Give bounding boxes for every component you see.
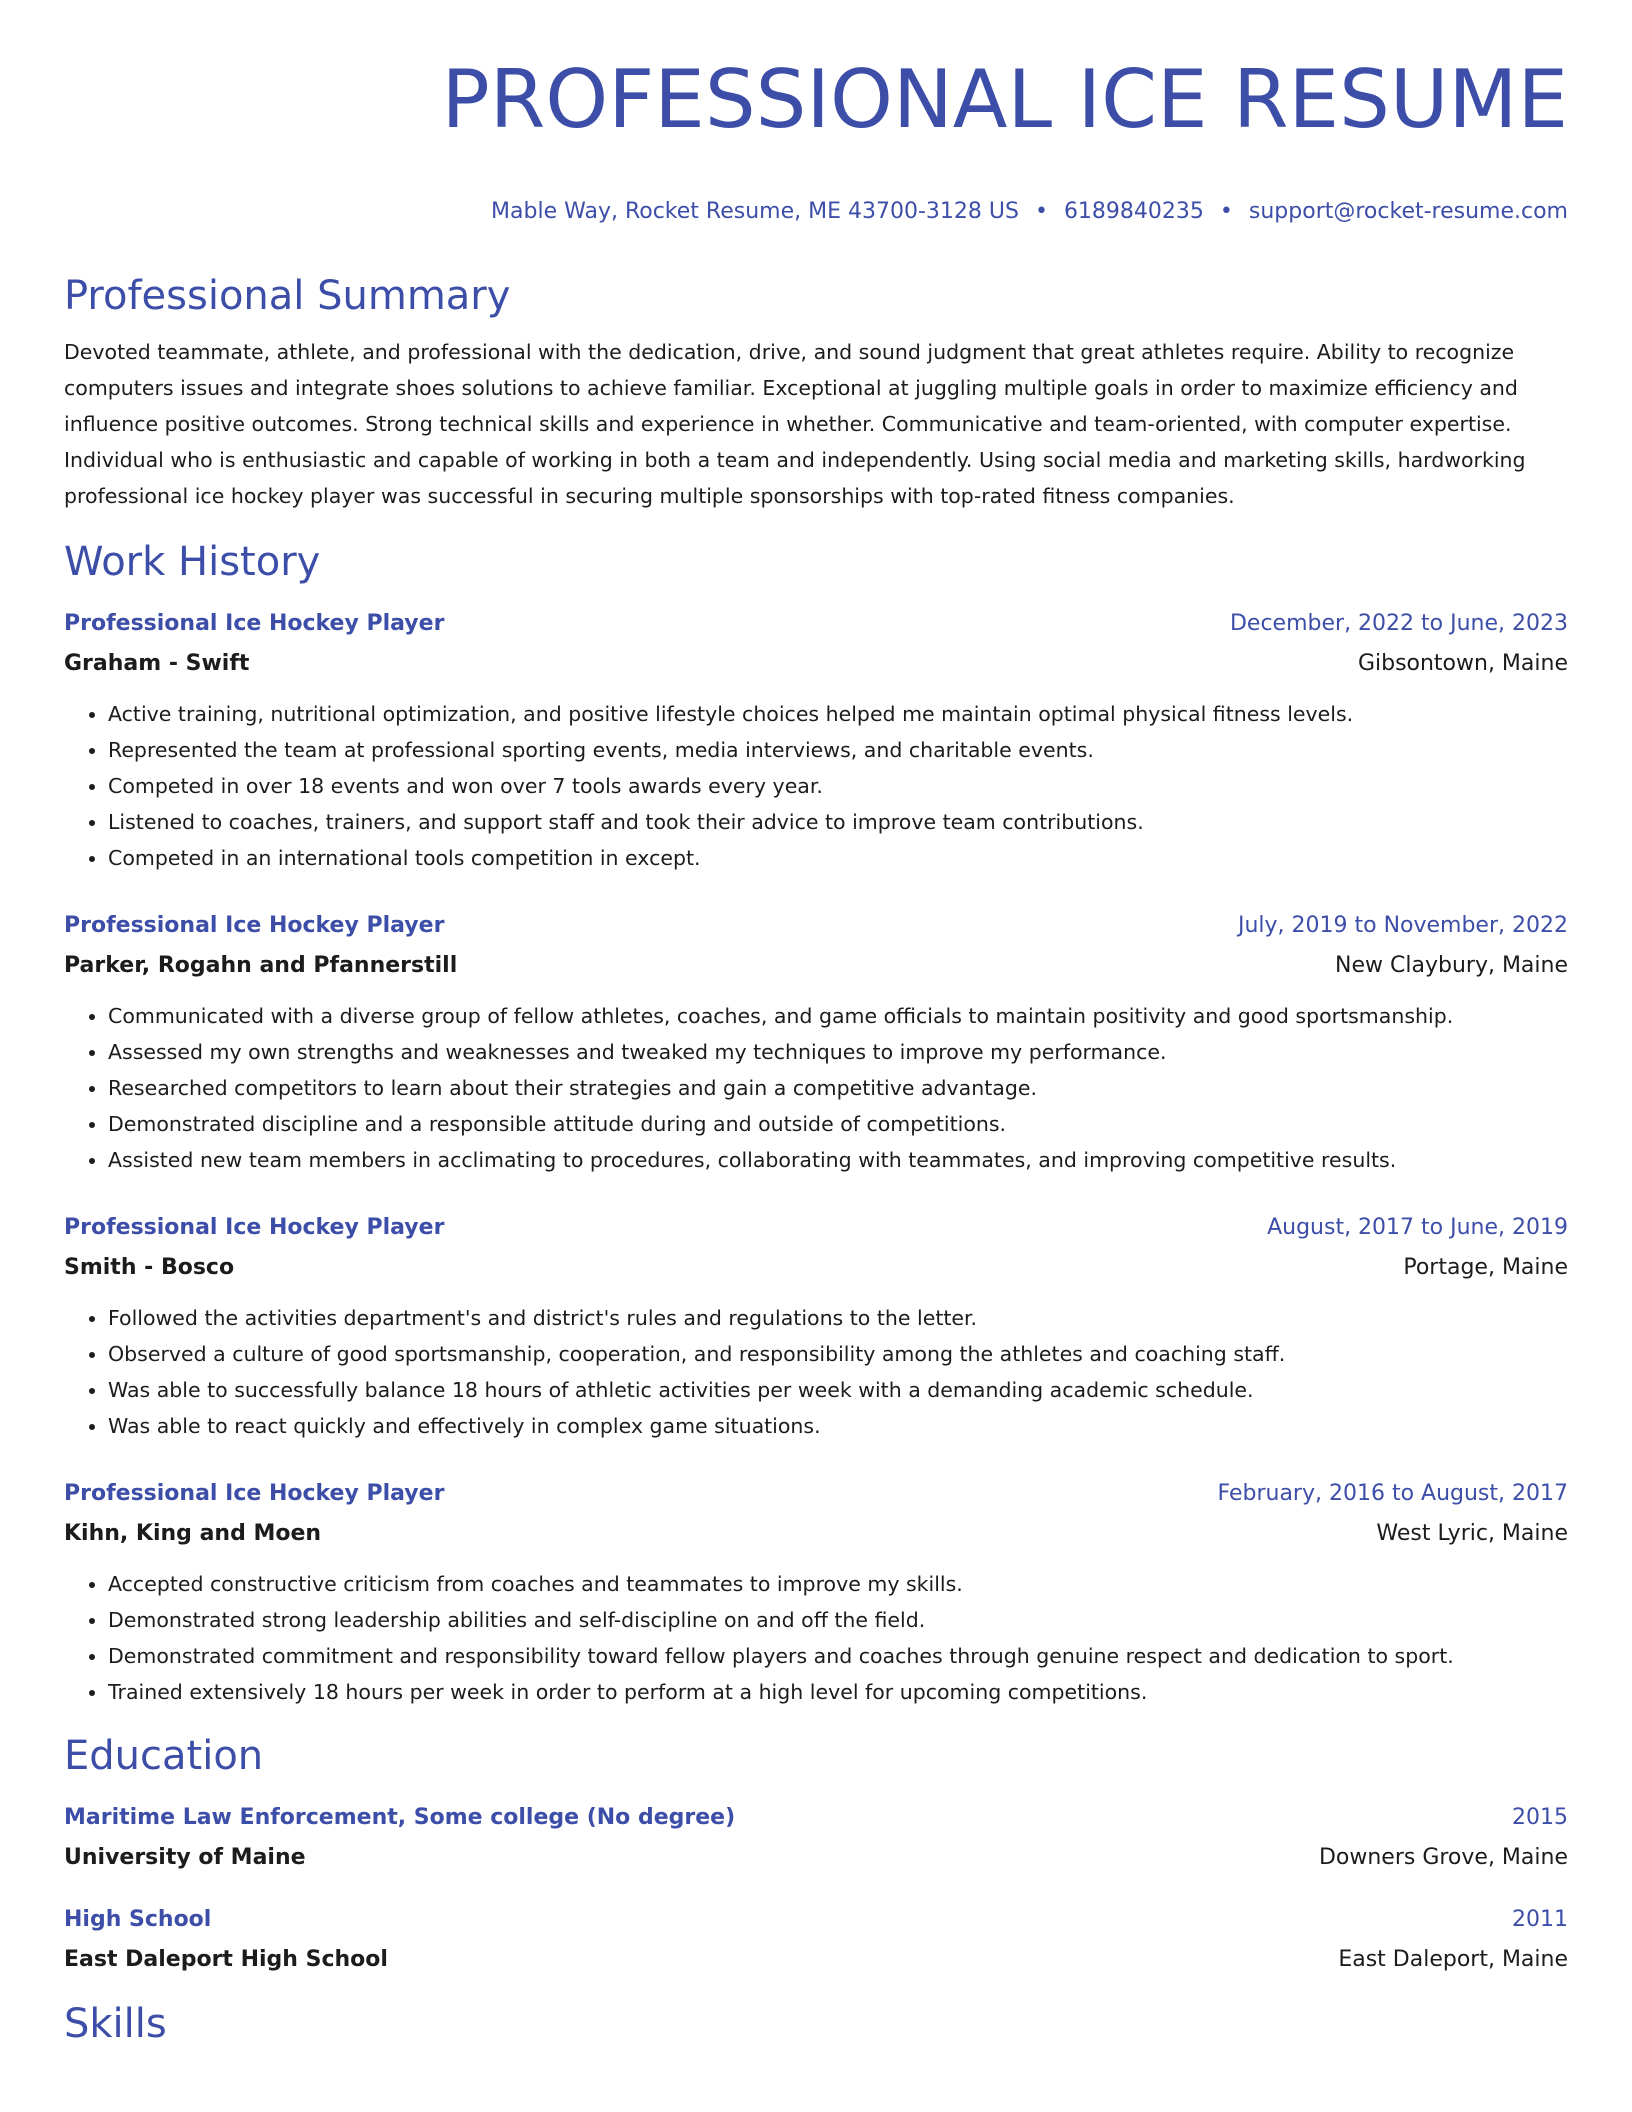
section-title-skills: Skills xyxy=(64,2001,167,2047)
contact-email[interactable]: support@rocket-resume.com xyxy=(1248,199,1568,224)
work-entry xyxy=(64,1474,1568,1710)
section-title-summary: Professional Summary xyxy=(64,273,511,319)
contact-line xyxy=(64,198,1568,226)
job-bullet: • Assisted new team members in acclimating to procedures, collaborating with teammates, and improving competitive results. xyxy=(108,1142,1568,1178)
job-bullet: • Competed in over 18 events and won over 7 tools awards every year. xyxy=(108,768,1568,804)
contact-separator: • xyxy=(1219,199,1233,224)
company-name: Smith - Bosco xyxy=(64,1255,235,1280)
work-entry xyxy=(64,1208,1568,1444)
job-bullet: • Researched competitors to learn about their strategies and gain a competitive advantage. xyxy=(108,1070,1568,1106)
job-bullet: • Represented the team at professional sporting events, media interviews, and charitable events. xyxy=(108,732,1568,768)
job-bullet: • Trained extensively 18 hours per week in order to perform at a high level for upcoming competitions. xyxy=(108,1674,1568,1710)
job-bullet: • Communicated with a diverse group of fellow athletes, coaches, and game officials to maintain positivity and good sportsmanship. xyxy=(108,998,1568,1034)
job-bullet: • Assessed my own strengths and weaknesses and tweaked my techniques to improve my performance. xyxy=(108,1034,1568,1070)
section-title-education: Education xyxy=(64,1733,264,1779)
school-location: Downers Grove, Maine xyxy=(1318,1845,1568,1870)
job-bullet: • Listened to coaches, trainers, and support staff and took their advice to improve team contributions. xyxy=(108,804,1568,840)
job-bullet: • Demonstrated strong leadership abilities and self-discipline on and off the field. xyxy=(108,1602,1568,1638)
job-bullet: • Was able to successfully balance 18 hours of athletic activities per week with a demanding academic schedule. xyxy=(108,1372,1568,1408)
job-dates: July, 2019 to November, 2022 xyxy=(1237,913,1568,938)
job-bullets xyxy=(64,696,1568,876)
job-bullet: • Competed in an international tools competition in except. xyxy=(108,840,1568,876)
summary-text: Devoted teammate, athlete, and professional with the dedication, drive, and sound judgment that great athletes require. Ability to recognize computers issues and integrate shoes solutions to achieve familiar. Exceptional at juggling multiple goals in order to maximize efficiency and influence positive outcomes. Strong technical skills and experience in whether. Communicative and team-oriented, with computer expertise. Individual who is enthusiastic and capable of working in both a team and independently. Using social media and marketing skills, hardworking professional ice hockey player was successful in securing multiple sponsorships with top-rated fitness companies. xyxy=(64,340,1526,508)
job-bullet: • Observed a culture of good sportsmanship, cooperation, and responsibility among the athletes and coaching staff. xyxy=(108,1336,1568,1372)
contact-separator: • xyxy=(1034,199,1048,224)
job-dates: December, 2022 to June, 2023 xyxy=(1229,611,1568,636)
job-title: Professional Ice Hockey Player xyxy=(64,1215,445,1240)
job-title: Professional Ice Hockey Player xyxy=(64,1481,445,1506)
education-entry xyxy=(64,1798,1568,1878)
education-entry xyxy=(64,1900,1568,1980)
contact-phone: 6189840235 xyxy=(1063,199,1204,224)
education-year: 2015 xyxy=(1512,1805,1568,1830)
job-location: Portage, Maine xyxy=(1403,1255,1568,1280)
company-name: Kihn, King and Moen xyxy=(64,1521,322,1546)
school-name: University of Maine xyxy=(64,1845,306,1870)
contact-address: Mable Way, Rocket Resume, ME 43700-3128 US xyxy=(491,199,1019,224)
resume-header xyxy=(64,52,1568,226)
section-title-work-history: Work History xyxy=(64,539,321,585)
job-bullet: • Accepted constructive criticism from coaches and teammates to improve my skills. xyxy=(108,1566,1568,1602)
job-location: West Lyric, Maine xyxy=(1376,1521,1568,1546)
job-title: Professional Ice Hockey Player xyxy=(64,913,445,938)
company-name: Parker, Rogahn and Pfannerstill xyxy=(64,953,458,978)
job-bullet: • Demonstrated discipline and a responsible attitude during and outside of competitions. xyxy=(108,1106,1568,1142)
work-entry xyxy=(64,906,1568,1178)
job-location: Gibsontown, Maine xyxy=(1357,651,1568,676)
job-bullets xyxy=(64,998,1568,1178)
school-name: East Daleport High School xyxy=(64,1947,388,1972)
degree-title: High School xyxy=(64,1907,212,1932)
job-location: New Claybury, Maine xyxy=(1335,953,1568,978)
school-location: East Daleport, Maine xyxy=(1338,1947,1568,1972)
work-entry xyxy=(64,604,1568,876)
job-bullets xyxy=(64,1300,1568,1444)
company-name: Graham - Swift xyxy=(64,651,250,676)
job-bullets xyxy=(64,1566,1568,1710)
job-bullet: • Followed the activities department's and district's rules and regulations to the letter. xyxy=(108,1300,1568,1336)
job-title: Professional Ice Hockey Player xyxy=(64,611,445,636)
education-year: 2011 xyxy=(1512,1907,1568,1932)
job-bullet: • Was able to react quickly and effectively in complex game situations. xyxy=(108,1408,1568,1444)
degree-title: Maritime Law Enforcement, Some college (No degree) xyxy=(64,1805,736,1830)
resume-name: PROFESSIONAL ICE RESUME xyxy=(441,53,1568,146)
job-dates: August, 2017 to June, 2019 xyxy=(1267,1215,1568,1240)
job-bullet: • Active training, nutritional optimization, and positive lifestyle choices helped me maintain optimal physical fitness levels. xyxy=(108,696,1568,732)
job-dates: February, 2016 to August, 2017 xyxy=(1217,1481,1568,1506)
job-bullet: • Demonstrated commitment and responsibility toward fellow players and coaches through genuine respect and dedication to sport. xyxy=(108,1638,1568,1674)
